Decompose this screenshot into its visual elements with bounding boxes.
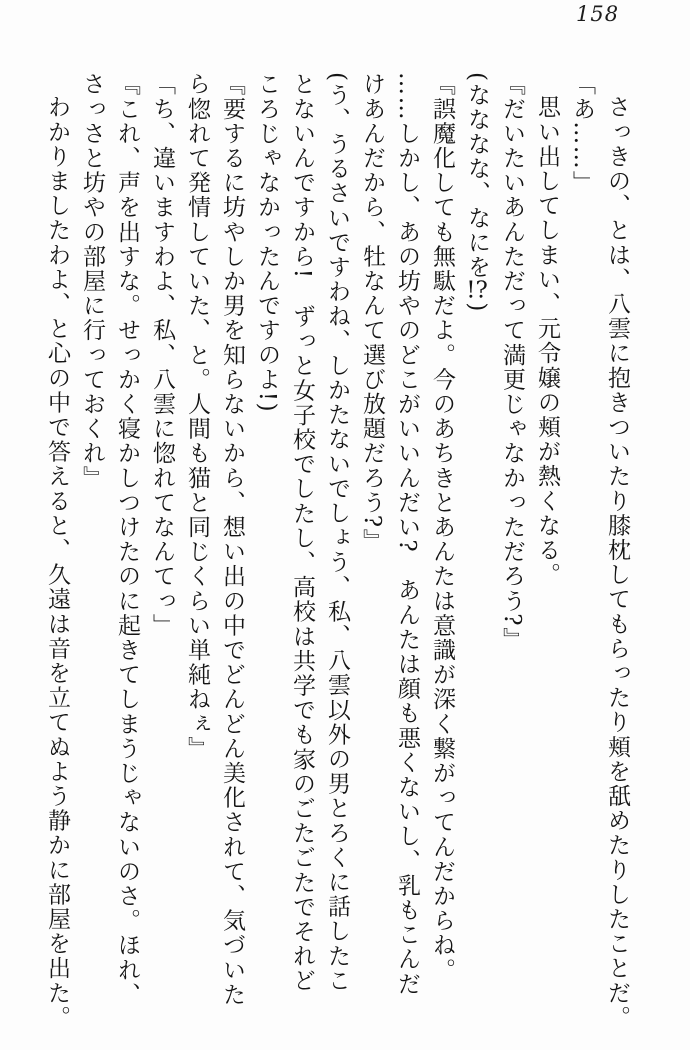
text-line: ら惚れて発情していた、と。人間も猫と同じくらい単純ねぇ』 [184, 72, 210, 761]
text-line: 『だいたいあんただって満更じゃなかっただろう?』 [499, 72, 525, 652]
text-line: さっさと坊やの部屋に行っておくれ』 [79, 72, 105, 491]
vertical-text-block [39, 72, 634, 1030]
text-line: 思い出してしまい、元令嬢の頬が熱くなる。 [534, 95, 560, 587]
text-line: 「ち、違いますわよ、私、八雲に惚れてなんてっ」 [149, 72, 175, 638]
text-line: さっきの、とは、八雲に抱きついたり膝枕してもらったり頬を舐めたりしたことだ。 [604, 95, 630, 1030]
text-line: ……しかし、あの坊やのどこがいいんだい? あんたは顔も悪くないし、乳もこんだ [394, 72, 420, 997]
text-line: 『要するに坊やしか男を知らないから、想い出の中でどんどん美化されて、気づいた [219, 72, 245, 1007]
text-line: (なななな、なにを!?) [464, 72, 490, 313]
text-line: けあんだから、牡なんて選び放題だろう?』 [359, 72, 385, 554]
text-line: 「あ……」 [569, 72, 595, 195]
text-line: (う、うるさいですわね、しかたないでしょう、私、八雲以外の男とろくに話したこ [324, 72, 350, 993]
text-line: 『誤魔化しても無駄だよ。今のあちきとあんたは意識が深く繋がってんだからね。 [429, 72, 455, 983]
page-number: 158 [576, 2, 620, 26]
text-line: 『これ、声を出すな。せっかく寝かしつけたのに起きてしまうじゃないのさ。ほれ、 [114, 72, 140, 1007]
text-line: ころじゃなかったんですのよ!) [254, 72, 280, 414]
text-line: わかりましたわよ、と心の中で答えると、久遠は音を立てぬよう静かに部屋を出た。 [44, 95, 70, 1030]
text-line: とないんですから! ずっと女子校でしたし、高校は共学でも家のごたごたでそれど [289, 72, 315, 994]
